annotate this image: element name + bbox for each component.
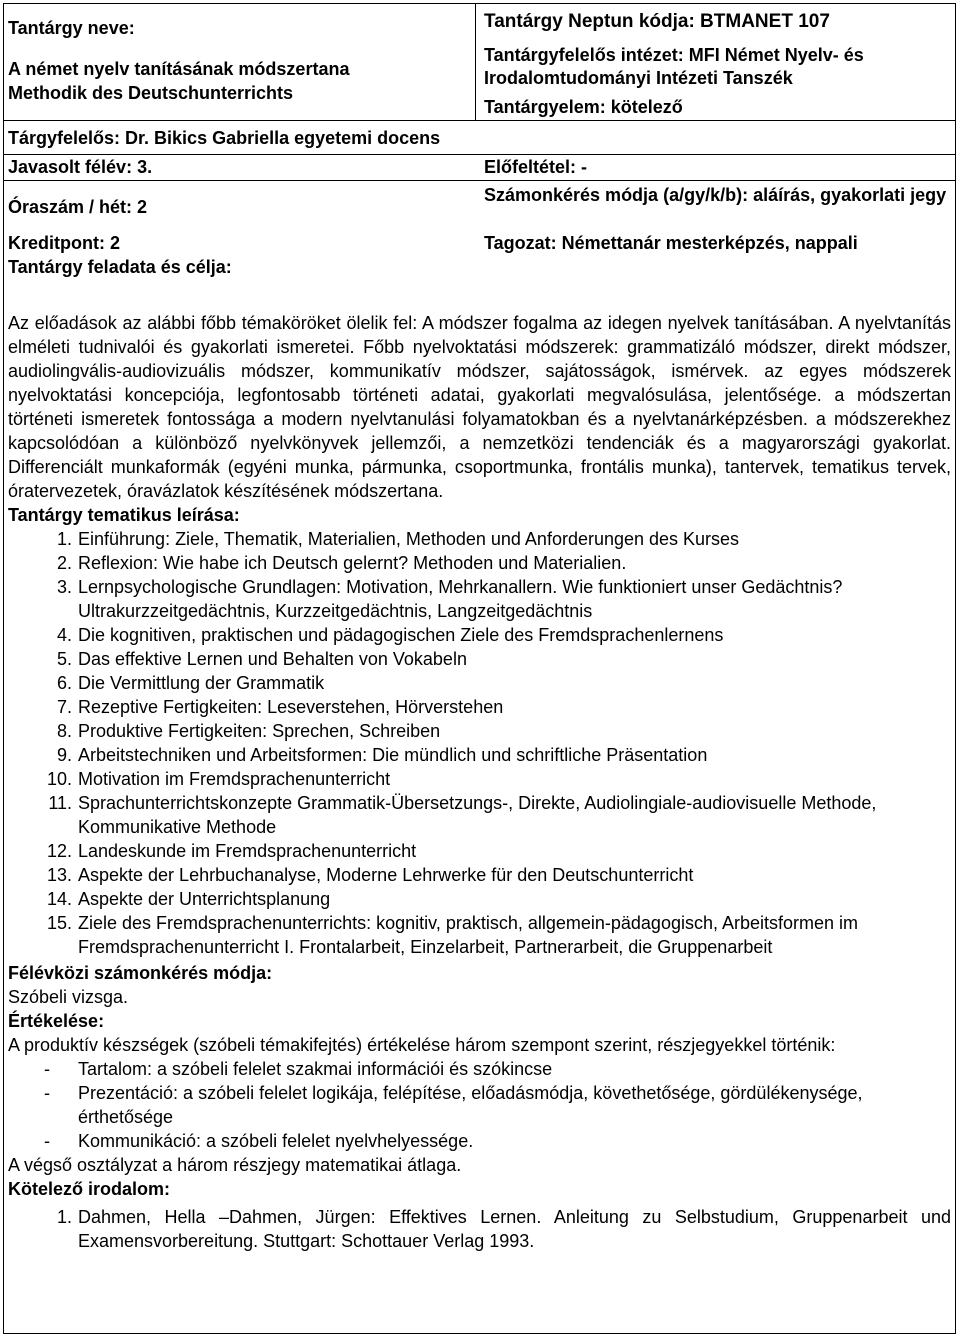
dash-bullet: -: [44, 1131, 50, 1151]
topic-number: 2.: [56, 553, 72, 573]
topic-item: [8, 743, 951, 767]
evaluation-criteria-list: [8, 1057, 951, 1153]
weekly-hours: Óraszám / hét: 2: [8, 197, 148, 217]
subject-meta-cell: [476, 4, 955, 121]
subject-label: Tantárgy neve:: [8, 18, 135, 38]
topic-item: [8, 671, 951, 695]
credits-row: [4, 231, 955, 255]
semester-row: [4, 155, 955, 181]
topic-text: Sprachunterrichtskonzepte Grammatik-Übersetzungs-, Direkte, Audiolingiale-audiovisuelle Methode, Kommunikative Methode: [78, 793, 877, 837]
topic-item: [8, 839, 951, 863]
literature-text: Dahmen, Hella –Dahmen, Jürgen: Effektives Lernen. Anleitung zu Selbstudium, Gruppenarbeit und Examensvorbereitung. Stuttgart: Schottauer Verlag 1993.: [78, 1207, 951, 1251]
topic-number: 15.: [46, 913, 72, 933]
topic-number: 3.: [56, 577, 72, 597]
responsible-person: Tárgyfelelős: Dr. Bikics Gabriella egyetemi docens: [4, 121, 955, 155]
topic-text: Aspekte der Lehrbuchanalyse, Moderne Lehrwerke für den Deutschunterricht: [78, 865, 694, 885]
topic-item: [8, 719, 951, 743]
topic-number: 9.: [56, 745, 72, 765]
neptun-code: Tantárgy Neptun kódja: BTMANET 107: [484, 11, 830, 32]
evaluation-final: A végső osztályzat a három részjegy matematikai átlaga.: [8, 1155, 462, 1175]
topics-list: [8, 527, 951, 959]
topic-text: Rezeptive Fertigkeiten: Leseverstehen, Hörverstehen: [78, 697, 504, 717]
course-sheet: [3, 3, 956, 1334]
topic-item: [8, 767, 951, 791]
evaluation-criterion: [8, 1129, 951, 1153]
topic-number: 13.: [46, 865, 72, 885]
aim-title: Tantárgy feladata és célja:: [8, 257, 232, 277]
literature-title: Kötelező irodalom:: [8, 1179, 171, 1199]
topic-number: 5.: [56, 649, 72, 669]
topic-item: [8, 575, 951, 623]
division: Tagozat: Némettanár mesterképzés, nappali: [484, 233, 858, 253]
aim-text: Az előadások az alábbi főbb témaköröket ölelik fel: A módszer fogalma az idegen nyelvek tanításában. A nyelvtanítás elméleti tudnivalói és gyakorlati ismeretei. Főbb nyelvoktatási módszerek: grammatizáló módszer, direkt módszer, audiolingvális-audiovizuális módszer, kommunikatív módszer, sajátosságok, ismérvek. az egyes módszerek nyelvoktatási koncepciója, legfontosabb történeti adatai, gyakorlati megvalósulása, jelentősége. a módszertan történeti ismeretek fontossága a modern nyelvtanulási folyamatokban és a nyelvtanárképzésben. a módszerekhez kapcsolódóan a különböző nyelvkönyvek jellemzői, a nemzetközi tendenciák és a magyarországi gyakorlat. Differenciált munkaformák (egyéni munka, pármunka, csoportmunka, frontális munka), tantervek, tematikus tervek, óratervezetek, óravázlatok készítésének módszertana.: [8, 313, 951, 501]
midterm-text: Szóbeli vizsga.: [8, 987, 129, 1007]
topic-text: Produktive Fertigkeiten: Sprechen, Schreiben: [78, 721, 441, 741]
topic-item: [8, 527, 951, 551]
course-element: Tantárgyelem: kötelező: [484, 97, 683, 117]
topic-number: 12.: [46, 841, 72, 861]
criterion-text: Prezentáció: a szóbeli felelet logikája, felépítése, előadásmódja, követhetősége, gördülékenysége, érthetősége: [78, 1083, 863, 1127]
hours-row: [4, 181, 955, 231]
dash-bullet: -: [44, 1083, 50, 1103]
topic-item: [8, 863, 951, 887]
literature-item: [8, 1205, 951, 1253]
topic-text: Die Vermittlung der Grammatik: [78, 673, 325, 693]
topic-number: 4.: [56, 625, 72, 645]
topic-item: [8, 647, 951, 671]
topic-number: 10.: [46, 769, 72, 789]
prerequisite: Előfeltétel: -: [484, 157, 588, 177]
topic-number: 6.: [56, 673, 72, 693]
topic-text: Aspekte der Unterrichtsplanung: [78, 889, 331, 909]
subject-name-cell: [4, 4, 476, 121]
institute: Tantárgyfelelős intézet: MFI Német Nyelv- és Irodalomtudományi Intézeti Tanszék: [484, 45, 864, 88]
dash-bullet: -: [44, 1059, 50, 1079]
literature-number: 1.: [56, 1207, 72, 1227]
topic-item: [8, 887, 951, 911]
header-grid: [4, 4, 955, 121]
credits: Kreditpont: 2: [8, 233, 120, 253]
topic-text: Lernpsychologische Grundlagen: Motivation, Mehrkanallern. Wie funktioniert unser Gedächtnis? Ultrakurzzeitgedächtnis, Kurzzeitgedächtnis, Langzeitgedächtnis: [78, 577, 843, 621]
topic-text: Das effektive Lernen und Behalten von Vokabeln: [78, 649, 467, 669]
evaluation-criterion: [8, 1081, 951, 1129]
topic-item: [8, 791, 951, 839]
topic-text: Motivation im Fremdsprachenunterricht: [78, 769, 391, 789]
topic-number: 1.: [56, 529, 72, 549]
evaluation-criterion: [8, 1057, 951, 1081]
topic-item: [8, 911, 951, 959]
topic-item: [8, 551, 951, 575]
literature-list: [8, 1205, 951, 1253]
semester: Javasolt félév: 3.: [8, 157, 153, 177]
document-body: [4, 255, 955, 1253]
topic-text: Einführung: Ziele, Thematik, Materialien, Methoden und Anforderungen des Kurses: [78, 529, 740, 549]
evaluation-intro: A produktív készségek (szóbeli témakifejtés) értékelése három szempont szerint, részjegyekkel történik:: [8, 1035, 836, 1055]
topic-text: Die kognitiven, praktischen und pädagogischen Ziele des Fremdsprachenlernens: [78, 625, 724, 645]
topic-number: 11.: [48, 793, 72, 813]
topic-text: Landeskunde im Fremdsprachenunterricht: [78, 841, 417, 861]
criterion-text: Kommunikáció: a szóbeli felelet nyelvhelyessége.: [78, 1131, 474, 1151]
topic-item: [8, 623, 951, 647]
subject-name-de: Methodik des Deutschunterrichts: [8, 83, 294, 103]
subject-name-hu: A német nyelv tanításának módszertana: [8, 59, 350, 79]
topic-text: Arbeitstechniken und Arbeitsformen: Die mündlich und schriftliche Präsentation: [78, 745, 708, 765]
evaluation-title: Értékelése:: [8, 1011, 105, 1031]
assessment-method: Számonkérés módja (a/gy/k/b): aláírás, gyakorlati jegy: [484, 185, 947, 205]
topic-number: 8.: [56, 721, 72, 741]
topic-number: 14.: [46, 889, 72, 909]
topic-item: [8, 695, 951, 719]
topics-title: Tantárgy tematikus leírása:: [8, 505, 240, 525]
topic-text: Ziele des Fremdsprachenunterrichts: kognitiv, praktisch, allgemein-pädagogisch, Arbeitsformen im Fremdsprachenunterricht I. Frontalarbeit, Einzelarbeit, Partnerarbeit, die Gruppenarbeit: [78, 913, 859, 957]
midterm-title: Félévközi számonkérés módja:: [8, 963, 273, 983]
topic-number: 7.: [56, 697, 72, 717]
topic-text: Reflexion: Wie habe ich Deutsch gelernt? Methoden und Materialien.: [78, 553, 627, 573]
criterion-text: Tartalom: a szóbeli felelet szakmai információi és szókincse: [78, 1059, 553, 1079]
